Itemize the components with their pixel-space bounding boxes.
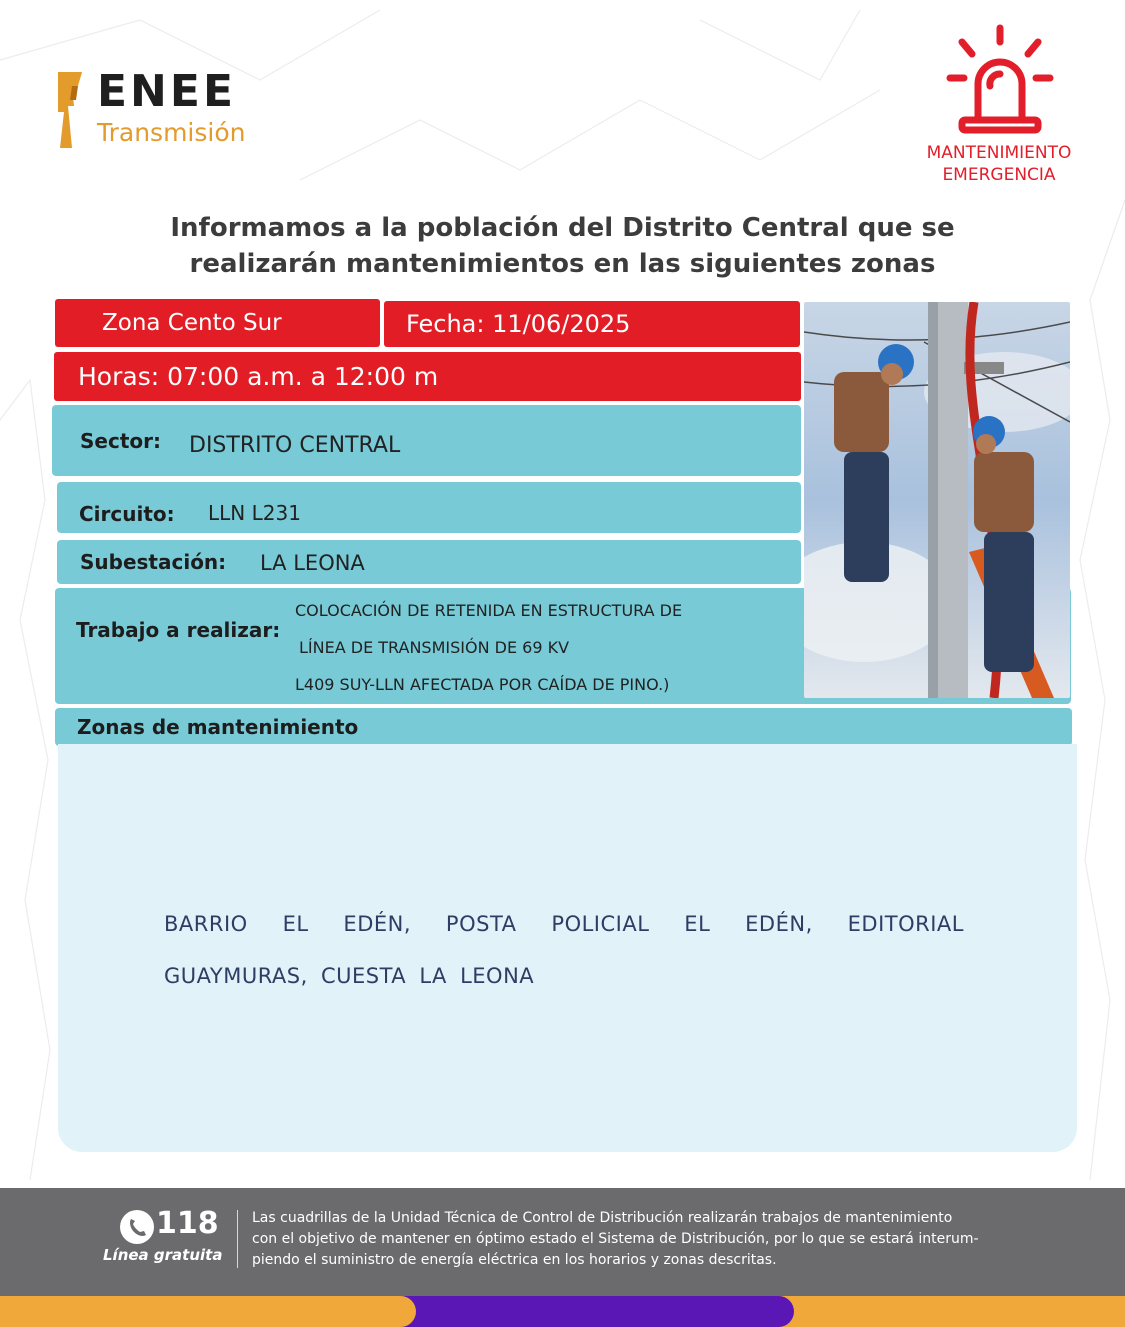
hotline-label: Línea gratuita — [103, 1246, 223, 1264]
subestacion-label: Subestación: — [80, 550, 227, 574]
enee-logo-mark — [58, 72, 84, 148]
horas-badge: Horas: 07:00 a.m. a 12:00 m — [54, 352, 801, 401]
trabajo-label: Trabajo a realizar: — [76, 618, 281, 642]
zonas-list: BARRIO EL EDÉN, POSTA POLICIAL EL EDÉN, EDITORIAL GUAYMURAS, CUESTA LA LEONA — [164, 912, 964, 988]
alert-line-2: EMERGENCIA — [942, 165, 1056, 185]
subestacion-value: LA LEONA — [260, 551, 365, 575]
brand-name: ENEE — [97, 66, 236, 117]
fecha-badge: Fecha: 11/06/2025 — [384, 301, 800, 347]
heading-line-2: realizarán mantenimientos en las siguientes zonas — [189, 249, 936, 279]
sector-label: Sector: — [80, 429, 161, 453]
zonas-title: Zonas de mantenimiento — [77, 715, 359, 739]
trabajo-line-1: COLOCACIÓN DE RETENIDA EN ESTRUCTURA DE — [295, 601, 683, 620]
footer — [0, 1188, 1125, 1296]
circuito-value: LLN L231 — [208, 501, 301, 525]
alarm-siren-icon — [940, 22, 1060, 140]
phone-icon — [120, 1210, 154, 1244]
footer-notice-line-3: piendo el suministro de energía eléctrica en los horarios y zonas descritas. — [252, 1252, 777, 1268]
footer-notice — [252, 1208, 1052, 1271]
trabajo-line-2: LÍNEA DE TRANSMISIÓN DE 69 KV — [299, 638, 570, 657]
footer-notice-line-1: Las cuadrillas de la Unidad Técnica de Control de Distribución realizarán trabajos de mantenimiento — [252, 1210, 953, 1226]
circuito-row — [57, 482, 801, 533]
heading-line-1: Informamos a la población del Distrito Central que se — [170, 213, 955, 243]
circuito-label: Circuito: — [79, 502, 175, 526]
bottom-stripe-purple — [400, 1296, 794, 1327]
hotline-number: 118 — [156, 1206, 219, 1241]
sector-row — [52, 405, 801, 476]
brand-subtitle: Transmisión — [97, 118, 246, 147]
trabajo-description — [295, 592, 795, 703]
zona-badge: Zona Cento Sur — [55, 299, 380, 347]
footer-divider — [237, 1210, 238, 1268]
bottom-stripe-left — [0, 1296, 416, 1327]
sector-value: DISTRITO CENTRAL — [189, 433, 401, 458]
zonas-header — [55, 708, 1072, 746]
alert-line-1: MANTENIMIENTO — [926, 143, 1072, 163]
subestacion-row — [57, 540, 801, 584]
workers-photo — [804, 302, 1070, 698]
trabajo-line-3: L409 SUY-LLN AFECTADA POR CAÍDA DE PINO.) — [295, 675, 670, 694]
alert-label — [900, 142, 1098, 186]
footer-notice-line-2: con el objetivo de mantener en óptimo estado el Sistema de Distribución, por lo que se estará interum- — [252, 1231, 979, 1247]
page-heading — [60, 210, 1065, 282]
zonas-panel — [58, 744, 1077, 1152]
